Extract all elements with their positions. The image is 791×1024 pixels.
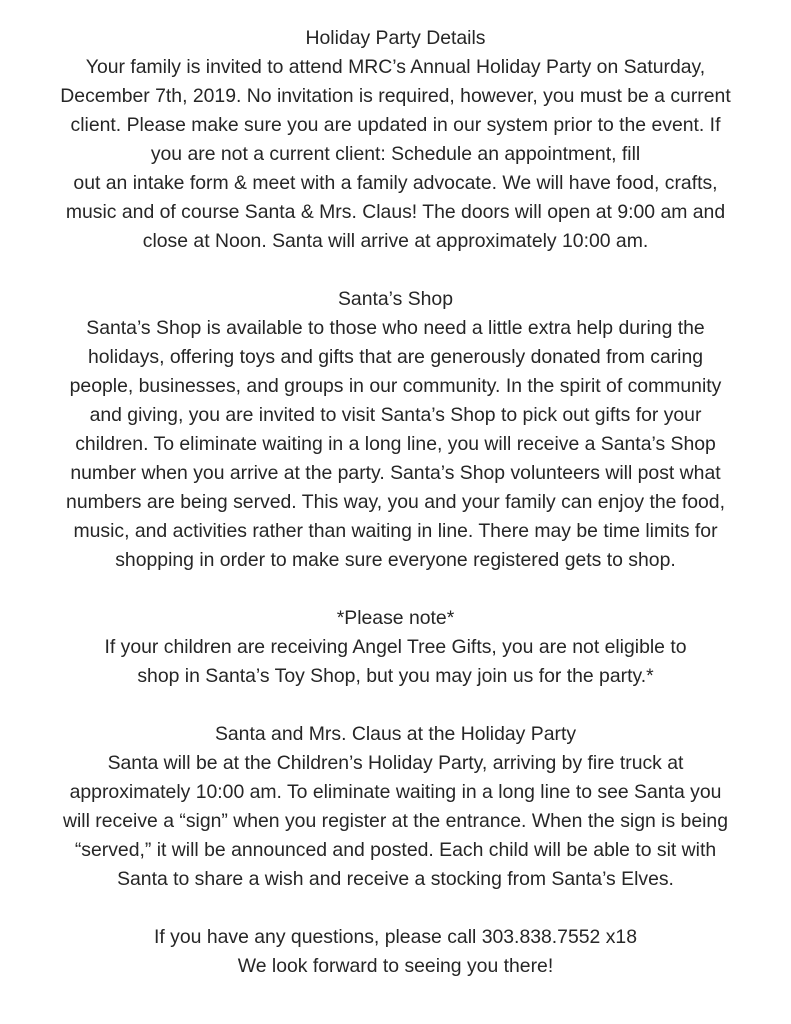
paragraph-line: holidays, offering toys and gifts that are generously donated from caring: [87, 346, 704, 368]
paragraph-line: Santa to share a wish and receive a stocking from Santa’s Elves.: [117, 868, 674, 890]
please-note-section: [12, 604, 779, 691]
paragraph-line: shop in Santa’s Toy Shop, but you may join us for the party.*: [137, 665, 654, 687]
paragraph-line: Your family is invited to attend MRC’s Annual Holiday Party on Saturday,: [85, 56, 706, 78]
paragraph-line: people, businesses, and groups in our community. In the spirit of community: [69, 375, 722, 397]
paragraph-line: numbers are being served. This way, you and your family can enjoy the food,: [66, 491, 725, 513]
paragraph-line: out an intake form & meet with a family advocate. We will have food, crafts,: [73, 172, 718, 194]
paragraph-line: Santa’s Shop is available to those who need a little extra help during the: [86, 317, 705, 339]
paragraph-line: close at Noon. Santa will arrive at approximately 10:00 am.: [142, 230, 649, 252]
paragraph-line: number when you arrive at the party. Santa’s Shop volunteers will post what: [70, 462, 721, 484]
paragraph-line: will receive a “sign” when you register at the entrance. When the sign is being: [62, 810, 728, 832]
section-heading: *Please note*: [336, 607, 455, 629]
paragraph-line: approximately 10:00 am. To eliminate waiting in a long line to see Santa you: [69, 781, 722, 803]
contact-section: [12, 923, 779, 981]
santa-mrs-claus-section: [12, 720, 779, 894]
paragraph-line: and giving, you are invited to visit Santa’s Shop to pick out gifts for your: [89, 404, 702, 426]
section-heading: Santa’s Shop: [338, 288, 453, 310]
santas-shop-section: [12, 285, 779, 575]
section-heading: Holiday Party Details: [305, 27, 486, 49]
closing-line: We look forward to seeing you there!: [237, 955, 554, 977]
paragraph-line: If your children are receiving Angel Tree Gifts, you are not eligible to: [104, 636, 687, 658]
paragraph-line: you are not a current client: Schedule an appointment, fill: [150, 143, 641, 165]
paragraph-line: children. To eliminate waiting in a long line, you will receive a Santa’s Shop: [75, 433, 716, 455]
paragraph-line: Santa will be at the Children’s Holiday Party, arriving by fire truck at: [107, 752, 684, 774]
paragraph-line: “served,” it will be announced and posted. Each child will be able to sit with: [74, 839, 717, 861]
paragraph-line: shopping in order to make sure everyone registered gets to shop.: [115, 549, 676, 571]
document-page: [12, 24, 779, 981]
paragraph-line: client. Please make sure you are updated in our system prior to the event. If: [70, 114, 721, 136]
paragraph-line: December 7th, 2019. No invitation is required, however, you must be a current: [60, 85, 731, 107]
paragraph-line: music, and activities rather than waiting in line. There may be time limits for: [73, 520, 718, 542]
holiday-party-details-section: [12, 24, 779, 256]
section-heading: Santa and Mrs. Claus at the Holiday Party: [214, 723, 577, 745]
paragraph-line: music and of course Santa & Mrs. Claus! The doors will open at 9:00 am and: [65, 201, 726, 223]
contact-line: If you have any questions, please call 303.838.7552 x18: [154, 926, 637, 948]
